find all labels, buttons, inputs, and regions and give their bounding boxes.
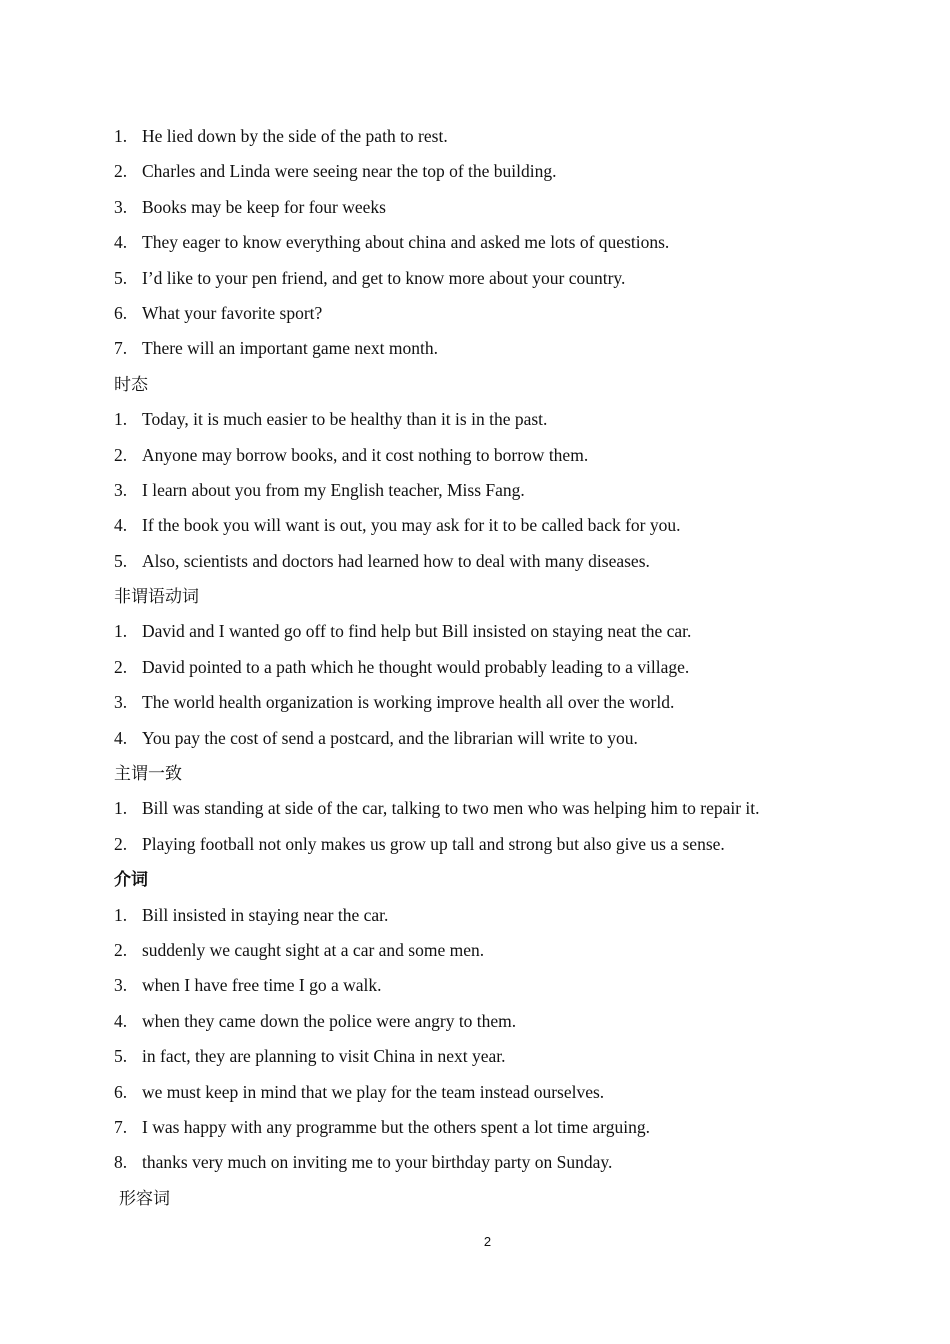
list-item [114,225,834,260]
list-item-text: David and I wanted go off to find help but Bill insisted on staying neat the car. [142,621,692,642]
list-item [114,1004,834,1039]
list-item-text: He lied down by the side of the path to rest. [142,126,448,146]
list-item-number: 1. [114,409,128,430]
list-item [114,791,834,826]
list-item-number: 2. [114,656,128,677]
list-item-number: 3. [114,196,128,217]
list-item [114,508,834,543]
list-item-number: 3. [114,479,128,500]
list-item-text: Anyone may borrow books, and it cost nothing to borrow them. [142,444,589,465]
list-item-text: I was happy with any programme but the others spent a lot time arguing. [142,1116,651,1137]
list-item-text: we must keep in mind that we play for the team instead ourselves. [142,1081,605,1102]
list-item-number: 4. [114,515,128,536]
list-item-number: 3. [114,975,128,996]
list-item [114,933,834,968]
list-item [114,898,834,933]
list-item-text: They eager to know everything about china and asked me lots of questions. [142,232,670,253]
section-heading: 介词 [114,870,148,890]
document-body [114,119,834,1216]
list-item [114,190,834,225]
list-item [114,331,834,366]
list-item-text: Today, it is much easier to be healthy than it is in the past. [142,409,548,430]
list-item-text: Bill insisted in staying near the car. [142,904,389,925]
list-item [114,154,834,189]
list-item-number: 2. [114,161,128,182]
list-item-number: 7. [114,338,128,359]
list-item [114,119,834,154]
list-item [114,968,834,1003]
list-item [114,614,834,649]
list-item-number: 5. [114,1046,128,1067]
list-item-number: 6. [114,302,128,323]
list-item-number: 1. [114,904,128,925]
section-heading: 形容词 [119,1188,170,1208]
list-item [114,296,834,331]
list-item-text: The world health organization is working improve health all over the world. [142,692,675,713]
list-item-number: 6. [114,1081,128,1102]
list-item-text: Charles and Linda were seeing near the top of the building. [142,161,557,182]
list-item-number: 4. [114,1010,128,1031]
list-item [114,1145,834,1180]
list-item-text: Playing football not only makes us grow up tall and strong but also give us a sense. [142,833,725,854]
list-item-number: 7. [114,1116,128,1137]
list-item-number: 2. [114,833,128,854]
list-item-text: What your favorite sport? [142,302,323,323]
list-item-text: thanks very much on inviting me to your birthday party on Sunday. [142,1152,613,1173]
list-item [114,544,834,579]
list-item [114,827,834,862]
list-item [114,261,834,296]
list-item-text: I learn about you from my English teacher, Miss Fang. [142,479,525,500]
list-item-text: I’d like to your pen friend, and get to know more about your country. [142,267,626,288]
list-item-number: 3. [114,692,128,713]
list-item-text: Books may be keep for four weeks [142,196,386,217]
list-item-text: If the book you will want is out, you may ask for it to be called back for you. [142,515,681,536]
list-item-number: 1. [114,798,128,819]
list-item [114,1075,834,1110]
page-number: 2 [483,1234,492,1249]
list-item-number: 2. [114,444,128,465]
list-item-number: 1. [114,621,128,642]
list-item-number: 5. [114,550,128,571]
section-heading: 时态 [114,374,148,394]
list-item-text: Also, scientists and doctors had learned how to deal with many diseases. [142,550,650,571]
list-item-number: 2. [114,939,128,960]
list-item-text: when I have free time I go a walk. [142,975,382,996]
list-item-number: 4. [114,727,128,748]
list-item-number: 1. [114,126,128,146]
list-item-text: in fact, they are planning to visit China in next year. [142,1046,506,1067]
section-heading: 非谓语动词 [114,587,199,607]
list-item-number: 4. [114,232,128,253]
list-item [114,1110,834,1145]
list-item-text: David pointed to a path which he thought would probably leading to a village. [142,656,690,677]
list-item-text: when they came down the police were angry to them. [142,1010,517,1031]
section-heading: 主谓一致 [114,764,182,784]
list-item [114,438,834,473]
list-item [114,1039,834,1074]
list-item-number: 8. [114,1152,128,1173]
list-item-text: Bill was standing at side of the car, talking to two men who was helping him to repair it. [142,798,760,819]
list-item-text: suddenly we caught sight at a car and some men. [142,939,485,960]
list-item-number: 5. [114,267,128,288]
list-item [114,650,834,685]
list-item-text: You pay the cost of send a postcard, and the librarian will write to you. [142,727,638,748]
list-item-text: There will an important game next month. [142,338,438,359]
list-item [114,685,834,720]
list-item [114,473,834,508]
list-item [114,721,834,756]
list-item [114,402,834,437]
